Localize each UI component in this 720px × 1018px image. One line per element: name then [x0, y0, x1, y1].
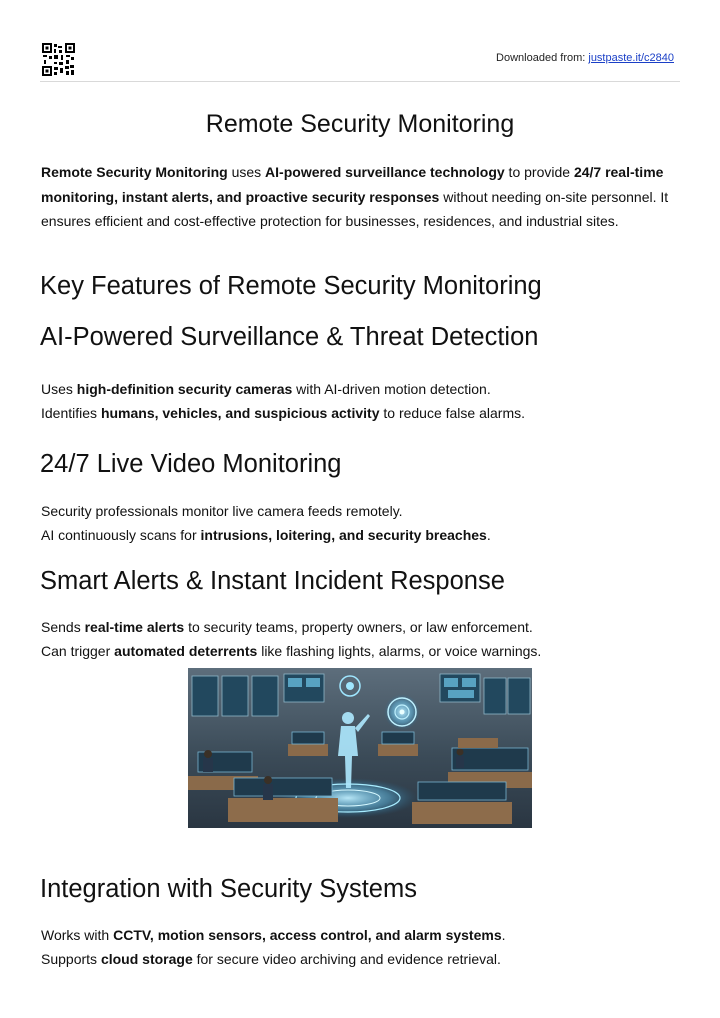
section-line: [41, 377, 681, 401]
section-line: [41, 947, 681, 971]
line-text: Sends: [41, 619, 85, 635]
line-text: Security professionals monitor live camera feeds remotely.: [41, 503, 403, 519]
line-bold: cloud storage: [100, 951, 193, 967]
line-text: like flashing lights, alarms, or voice warnings.: [257, 643, 542, 659]
intro-text-1: uses: [227, 164, 266, 180]
line-text: for secure video archiving and evidence retrieval.: [192, 951, 501, 967]
source-link[interactable]: justpaste.it/c2840: [588, 52, 674, 64]
line-bold: CCTV, motion sensors, access control, and alarm systems: [113, 927, 502, 943]
page-header: [40, 42, 680, 82]
line-bold: real-time alerts: [84, 619, 185, 635]
line-text: Can trigger: [41, 643, 115, 659]
section-heading: Smart Alerts & Instant Incident Response: [40, 567, 505, 595]
download-source: [496, 52, 674, 64]
line-text: to reduce false alarms.: [379, 405, 525, 421]
intro-bold-2: AI-powered surveillance technology: [265, 164, 505, 180]
line-text: Uses: [41, 381, 77, 397]
line-text: .: [486, 527, 491, 543]
section-heading: AI-Powered Surveillance & Threat Detection: [40, 323, 539, 351]
line-text: to security teams, property owners, or law enforcement.: [184, 619, 533, 635]
line-text: with AI-driven motion detection.: [292, 381, 491, 397]
download-label: Downloaded from:: [496, 52, 589, 64]
intro-text-2: to provide: [504, 164, 574, 180]
line-bold: automated deterrents: [114, 643, 258, 659]
section-line: [41, 615, 681, 639]
line-text: .: [501, 927, 506, 943]
line-bold: intrusions, loitering, and security breaches: [200, 527, 487, 543]
qr-code-icon: [42, 43, 75, 76]
header-divider: [40, 81, 680, 82]
section-heading: Integration with Security Systems: [40, 875, 417, 903]
line-text: AI continuously scans for: [41, 527, 201, 543]
section-line: [41, 923, 681, 947]
section-body: [41, 923, 681, 971]
intro-text-3: without needing on-site personnel. It ensures efficient and cost-effective protection for businesses, residences, and industrial sites.: [41, 188, 669, 229]
page-title: Remote Security Monitoring: [205, 110, 515, 138]
line-bold: humans, vehicles, and suspicious activity: [100, 405, 380, 421]
section-body: [41, 377, 681, 425]
section-line: [41, 401, 681, 425]
line-text: Identifies: [41, 405, 101, 421]
key-features-heading: Key Features of Remote Security Monitoring: [40, 272, 542, 300]
intro-bold-1: Remote Security Monitoring: [41, 164, 228, 180]
intro-paragraph: [41, 160, 681, 234]
section-line: [41, 523, 681, 547]
line-bold: high-definition security cameras: [76, 381, 293, 397]
section-line: [41, 639, 681, 663]
section-body: [41, 499, 681, 547]
intro-bold-3: 24/7 real-time monitoring, instant alerts, and proactive security responses: [41, 164, 664, 205]
section-line: [41, 499, 681, 523]
security-control-room-illustration: [188, 668, 532, 828]
section-heading: 24/7 Live Video Monitoring: [40, 450, 342, 478]
line-text: Works with: [41, 927, 114, 943]
section-body: [41, 615, 681, 663]
line-text: Supports: [41, 951, 101, 967]
